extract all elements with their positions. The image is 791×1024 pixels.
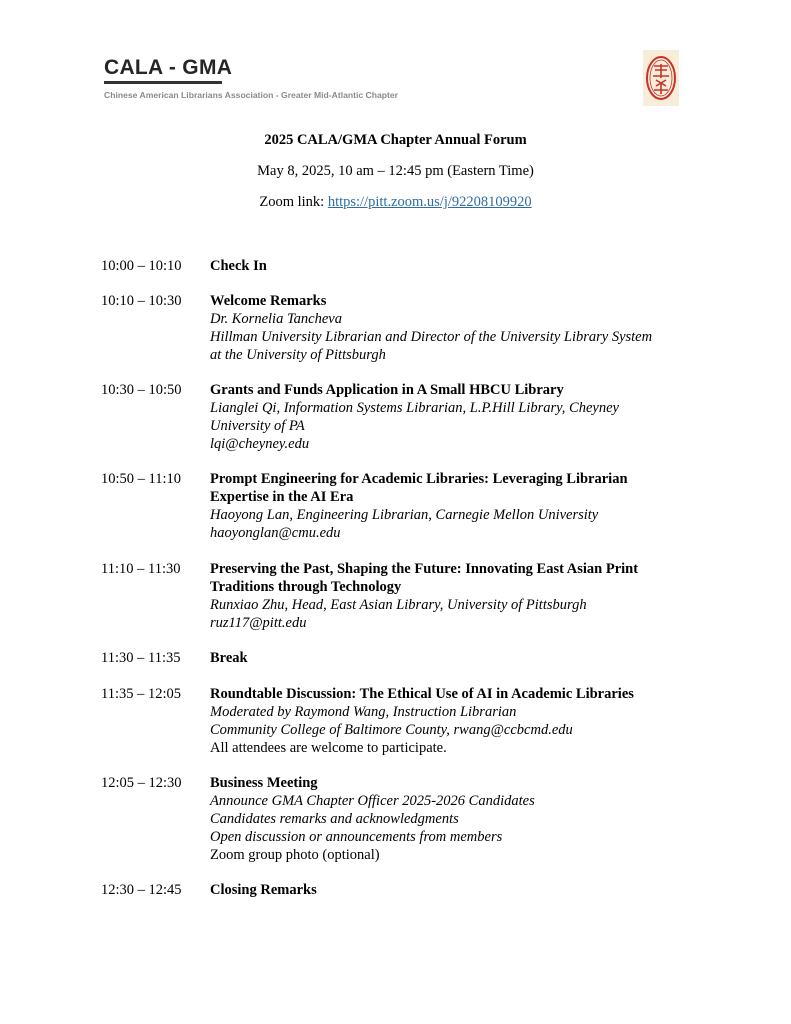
item-title: Welcome Remarks xyxy=(210,293,327,309)
item-time: 10:00 – 10:10 xyxy=(101,258,182,274)
agenda-line: Open discussion or announcements from members xyxy=(210,829,503,845)
item-title: Prompt Engineering for Academic Libraries: Leveraging Librarian xyxy=(210,471,628,487)
agenda-line: Candidates remarks and acknowledgments xyxy=(210,811,459,827)
item-email: ruz117@pitt.edu xyxy=(210,615,307,631)
item-speaker: Lianglei Qi, Information Systems Librarian, L.P.Hill Library, Cheyney xyxy=(210,400,619,416)
item-detail: Hillman University Librarian and Director of the University Library System xyxy=(210,329,653,345)
forum-date: May 8, 2025, 10 am – 12:45 pm (Eastern Time) xyxy=(257,163,534,179)
forum-title: 2025 CALA/GMA Chapter Annual Forum xyxy=(264,132,527,148)
item-speaker: Dr. Kornelia Tancheva xyxy=(210,311,342,327)
item-title: Break xyxy=(210,650,248,666)
red-seal-stamp-icon xyxy=(643,50,679,106)
item-time: 10:30 – 10:50 xyxy=(101,382,182,398)
item-title: Business Meeting xyxy=(210,775,318,791)
item-time: 10:50 – 11:10 xyxy=(101,471,182,487)
item-detail: at the University of Pittsburgh xyxy=(210,347,386,363)
item-email: haoyonglan@cmu.edu xyxy=(210,525,341,541)
item-speaker: Runxiao Zhu, Head, East Asian Library, University of Pittsburgh xyxy=(210,597,587,613)
item-title: Grants and Funds Application in A Small HBCU Library xyxy=(210,382,564,398)
item-moderator: Moderated by Raymond Wang, Instruction Librarian xyxy=(210,704,517,720)
item-time: 11:10 – 11:30 xyxy=(101,561,181,577)
logo-subtitle: Chinese American Librarians Association - Greater Mid-Atlantic Chapter xyxy=(104,90,399,100)
item-time: 10:10 – 10:30 xyxy=(101,293,182,309)
item-affiliation: Community College of Baltimore County, rwang@ccbcmd.edu xyxy=(210,722,573,738)
item-title: Roundtable Discussion: The Ethical Use of AI in Academic Libraries xyxy=(210,686,634,702)
item-time: 12:30 – 12:45 xyxy=(101,882,182,898)
zoom-label: Zoom link: xyxy=(259,194,325,210)
item-time: 11:30 – 11:35 xyxy=(101,650,181,666)
item-email: lqi@cheyney.edu xyxy=(210,436,310,452)
item-time: 11:35 – 12:05 xyxy=(101,686,182,702)
item-title: Expertise in the AI Era xyxy=(210,489,354,505)
item-title: Preserving the Past, Shaping the Future: Innovating East Asian Print xyxy=(210,561,639,577)
item-title: Closing Remarks xyxy=(210,882,317,898)
zoom-link[interactable]: https://pitt.zoom.us/j/92208109920 xyxy=(327,194,532,210)
agenda-line: Zoom group photo (optional) xyxy=(210,847,380,863)
item-title: Traditions through Technology xyxy=(210,579,402,595)
agenda-line: Announce GMA Chapter Officer 2025-2026 Candidates xyxy=(210,793,535,809)
item-note: All attendees are welcome to participate. xyxy=(210,740,447,756)
item-speaker: Haoyong Lan, Engineering Librarian, Carnegie Mellon University xyxy=(210,507,599,523)
item-title: Check In xyxy=(210,258,267,274)
logo-underline xyxy=(104,81,222,84)
cala-gma-logo xyxy=(104,56,398,100)
zoom-line xyxy=(0,194,791,211)
logo-title: CALA - GMA xyxy=(104,56,233,79)
item-speaker: University of PA xyxy=(210,418,305,434)
item-time: 12:05 – 12:30 xyxy=(101,775,182,791)
